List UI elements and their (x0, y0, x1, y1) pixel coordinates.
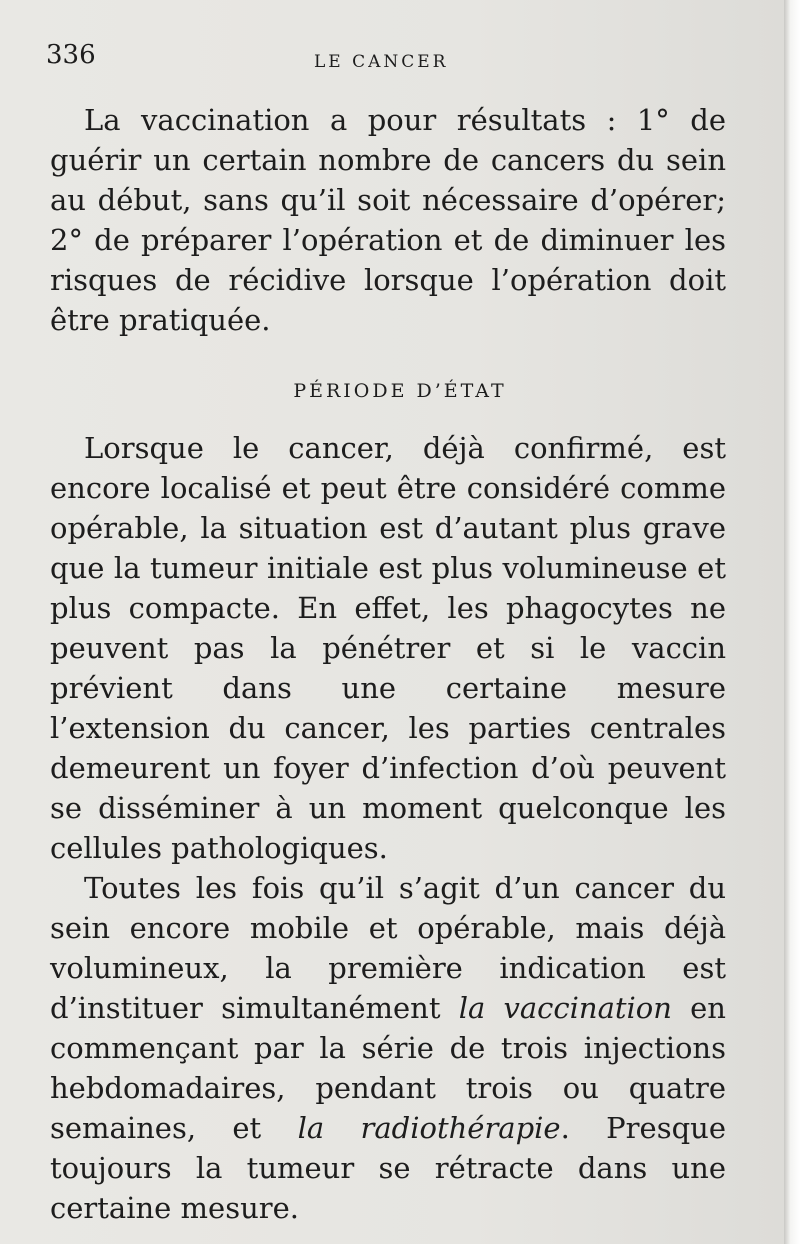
emphasis-vaccination: la vaccination (458, 991, 672, 1025)
paragraph: La vaccination a pour résultats : 1° de guérir un certain nombre de cancers du sein au début, sans qu’il soit nécessaire d’opérer; 2° de préparer l’opération et de diminuer les risques de récidive lorsque l’opération doit être pratiquée. (50, 103, 726, 337)
section-text (50, 428, 726, 1228)
paragraph (50, 868, 726, 1228)
paragraph-text: Toutes les fois qu’il s’agit d’un cancer du sein encore mobile et opérable, mais déjà volumineux, la première indication est d’instituer simultanément (50, 871, 726, 1025)
running-head: LE CANCER (314, 52, 449, 72)
page-header (46, 40, 726, 80)
intro-text (50, 100, 726, 340)
paragraph-text: en commençant par la série de trois injections hebdomadaires, pendant trois ou quatre semaines, et (50, 991, 726, 1145)
emphasis-radiotherapie: la radiothérapie (297, 1111, 561, 1145)
section-heading: PÉRIODE D’ÉTAT (293, 380, 507, 402)
paragraph-text: . Presque toujours la tumeur se rétracte dans une certaine mesure. (50, 1111, 726, 1225)
page-edge (784, 0, 800, 1244)
paragraph: Lorsque le cancer, déjà confirmé, est encore localisé et peut être considéré comme opérable, la situation est d’autant plus grave que la tumeur initiale est plus volumineuse et plus compacte. En effet, les phagocytes ne peuvent pas la pénétrer et si le vaccin prévient dans une certaine mesure l’extension du cancer, les parties centrales demeurent un foyer d’infection d’où peuvent se disséminer à un moment quelconque les cellules pathologiques. (50, 431, 726, 865)
page-number: 336 (46, 40, 96, 70)
